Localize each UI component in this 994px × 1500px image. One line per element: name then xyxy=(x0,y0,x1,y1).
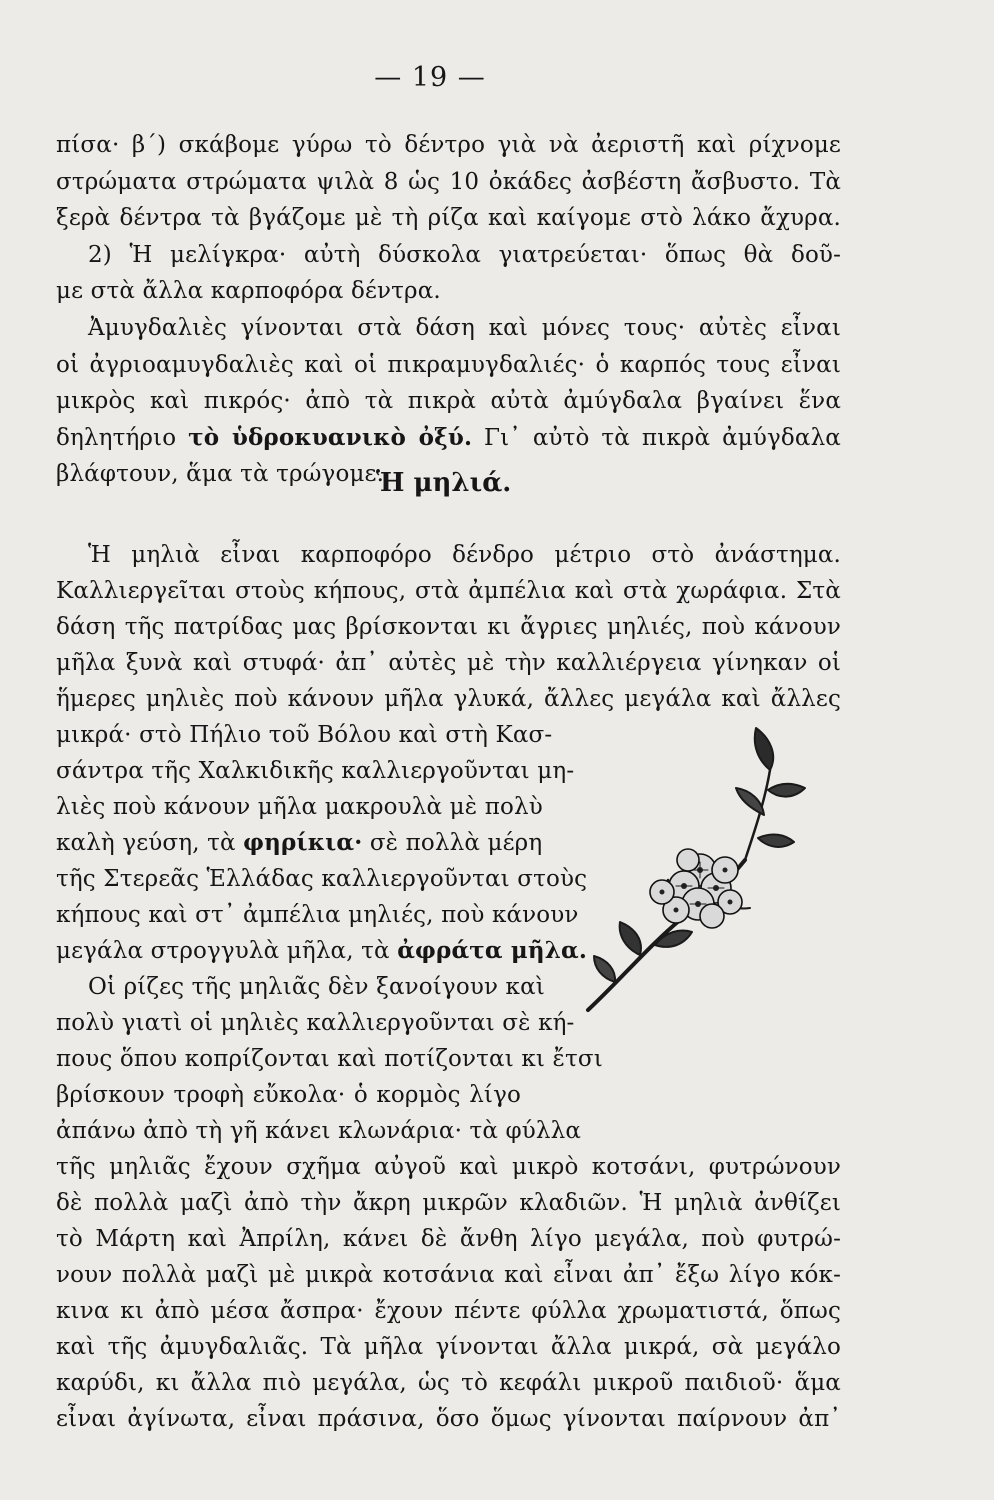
text-line: δὲ πολλὰ μαζὶ ἀπὸ τὴν ἄκρη μικρῶν κλαδιῶν. Ἡ μηλιὰ ἀνθίζει xyxy=(56,1190,841,1216)
text-line: Ἡ μηλιὰ εἶναι καρποφόρο δένδρο μέτριο στὸ ἀνάστημα. xyxy=(88,542,841,568)
page-number: — 19 — xyxy=(374,62,486,93)
text-line: καὶ τῆς ἀμυγδαλιᾶς. Τὰ μῆλα γίνονται ἄλλα μικρά, σὰ μεγάλο xyxy=(56,1334,841,1360)
text-line: πολὺ γιατὶ οἱ μηλιὲς καλλιεργοῦνται σὲ κή- xyxy=(56,1010,575,1036)
text-span: μεγάλα στρογγυλὰ μῆλα, τὰ xyxy=(56,938,398,964)
text-span: δηλητήριο xyxy=(56,425,189,451)
text-line: βρίσκουν τροφὴ εὔκολα· ὁ κορμὸς λίγο xyxy=(56,1082,521,1108)
text-span: Γι᾽ αὐτὸ τὰ πικρὰ ἀμύγδαλα xyxy=(472,425,841,451)
text-line: δάση τῆς πατρίδας μας βρίσκονται κι ἄγριες μηλιές, ποὺ κάνουν xyxy=(56,614,841,640)
text-span: σὲ πολλὰ μέρη xyxy=(362,830,543,856)
text-line: μικρά· στὸ Πήλιο τοῦ Βόλου καὶ στὴ Κασ- xyxy=(56,722,553,748)
text-line xyxy=(56,421,841,455)
text-line: βλάφτουν, ἅμα τὰ τρώγομε. xyxy=(56,461,385,487)
text-line: Οἱ ρίζες τῆς μηλιᾶς δὲν ξανοίγουν καὶ xyxy=(88,974,545,1000)
text-line: πους ὅπου κοπρίζονται καὶ ποτίζονται κι ἔτσι xyxy=(56,1046,603,1072)
text-line: μῆλα ξυνὰ καὶ στυφά· ἀπ᾽ αὐτὲς μὲ τὴν καλλιέργεια γίνηκαν οἱ xyxy=(56,650,841,676)
bold-term: τὸ ὑδροκυανικὸ ὀξύ. xyxy=(188,424,473,451)
text-line: Ἀμυγδαλιὲς γίνονται στὰ δάση καὶ μόνες τους· αὐτὲς εἶναι xyxy=(88,315,841,341)
text-span: καλὴ γεύση, τὰ xyxy=(56,830,244,856)
text-line: πίσα· β΄) σκάβομε γύρω τὸ δέντρο γιὰ νὰ ἀεριστῆ καὶ ρίχνομε xyxy=(56,132,841,158)
text-line: λιὲς ποὺ κάνουν μῆλα μακρουλὰ μὲ πολὺ xyxy=(56,794,543,820)
text-line: εἶναι ἀγίνωτα, εἶναι πράσινα, ὅσο ὅμως γίνονται παίρνουν ἀπ᾽ xyxy=(56,1406,841,1432)
text-line xyxy=(56,934,588,968)
text-line: ἀπάνω ἀπὸ τὴ γῆ κάνει κλωνάρια· τὰ φύλλα xyxy=(56,1118,582,1144)
text-line: ξερὰ δέντρα τὰ βγάζομε μὲ τὴ ρίζα καὶ καίγομε στὸ λάκο ἄχυρα. xyxy=(56,205,841,231)
text-line: τῆς μηλιᾶς ἔχουν σχῆμα αὐγοῦ καὶ μικρὸ κοτσάνι, φυτρώνουν xyxy=(56,1154,841,1180)
text-line: 2) Ἡ μελίγκρα· αὐτὴ δύσκολα γιατρεύεται· ὅπως θὰ δοῦ- xyxy=(88,242,841,268)
text-line: κινα κι ἀπὸ μέσα ἄσπρα· ἔχουν πέντε φύλλα χρωματιστά, ὅπως xyxy=(56,1298,841,1324)
text-line: νουν πολλὰ μαζὶ μὲ μικρὰ κοτσάνια καὶ εἶναι ἀπ᾽ ἔξω λίγο κόκ- xyxy=(56,1262,841,1288)
text-line: σάντρα τῆς Χαλκιδικῆς καλλιεργοῦνται μη- xyxy=(56,758,575,784)
text-line: μικρὸς καὶ πικρός· ἀπὸ τὰ πικρὰ αὐτὰ ἀμύγδαλα βγαίνει ἕνα xyxy=(56,388,841,414)
text-line: Καλλιεργεῖται στοὺς κήπους, στὰ ἀμπέλια καὶ στὰ χωράφια. Στὰ xyxy=(56,578,841,604)
text-line: με στὰ ἄλλα καρποφόρα δέντρα. xyxy=(56,278,441,304)
text-line: στρώματα στρώματα ψιλὰ 8 ὡς 10 ὀκάδες ἀσβέστη ἄσβυστο. Τὰ xyxy=(56,169,841,195)
text-line: τὸ Μάρτη καὶ Ἀπρίλη, κάνει δὲ ἄνθη λίγο μεγάλα, ποὺ φυτρώ- xyxy=(56,1226,841,1252)
text-line: ἥμερες μηλιὲς ποὺ κάνουν μῆλα γλυκά, ἄλλες μεγάλα καὶ ἄλλες xyxy=(56,686,841,712)
section-heading: Ἡ μηλιά. xyxy=(376,468,512,498)
text-line: τῆς Στερεᾶς Ἑλλάδας καλλιεργοῦνται στοὺς xyxy=(56,866,588,892)
apple-blossom-illustration xyxy=(580,720,820,1020)
bold-term: φηρίκια· xyxy=(243,829,363,856)
text-line: οἱ ἀγριοαμυγδαλιὲς καὶ οἱ πικραμυγδαλιές· ὁ καρπός τους εἶναι xyxy=(56,352,841,378)
bold-term: ἀφράτα μῆλα. xyxy=(397,937,588,964)
text-line: καρύδι, κι ἄλλα πιὸ μεγάλα, ὡς τὸ κεφάλι μικροῦ παιδιοῦ· ἅμα xyxy=(56,1370,841,1396)
text-line xyxy=(56,826,543,860)
text-line: κήπους καὶ στ᾽ ἀμπέλια μηλιές, ποὺ κάνουν xyxy=(56,902,579,928)
